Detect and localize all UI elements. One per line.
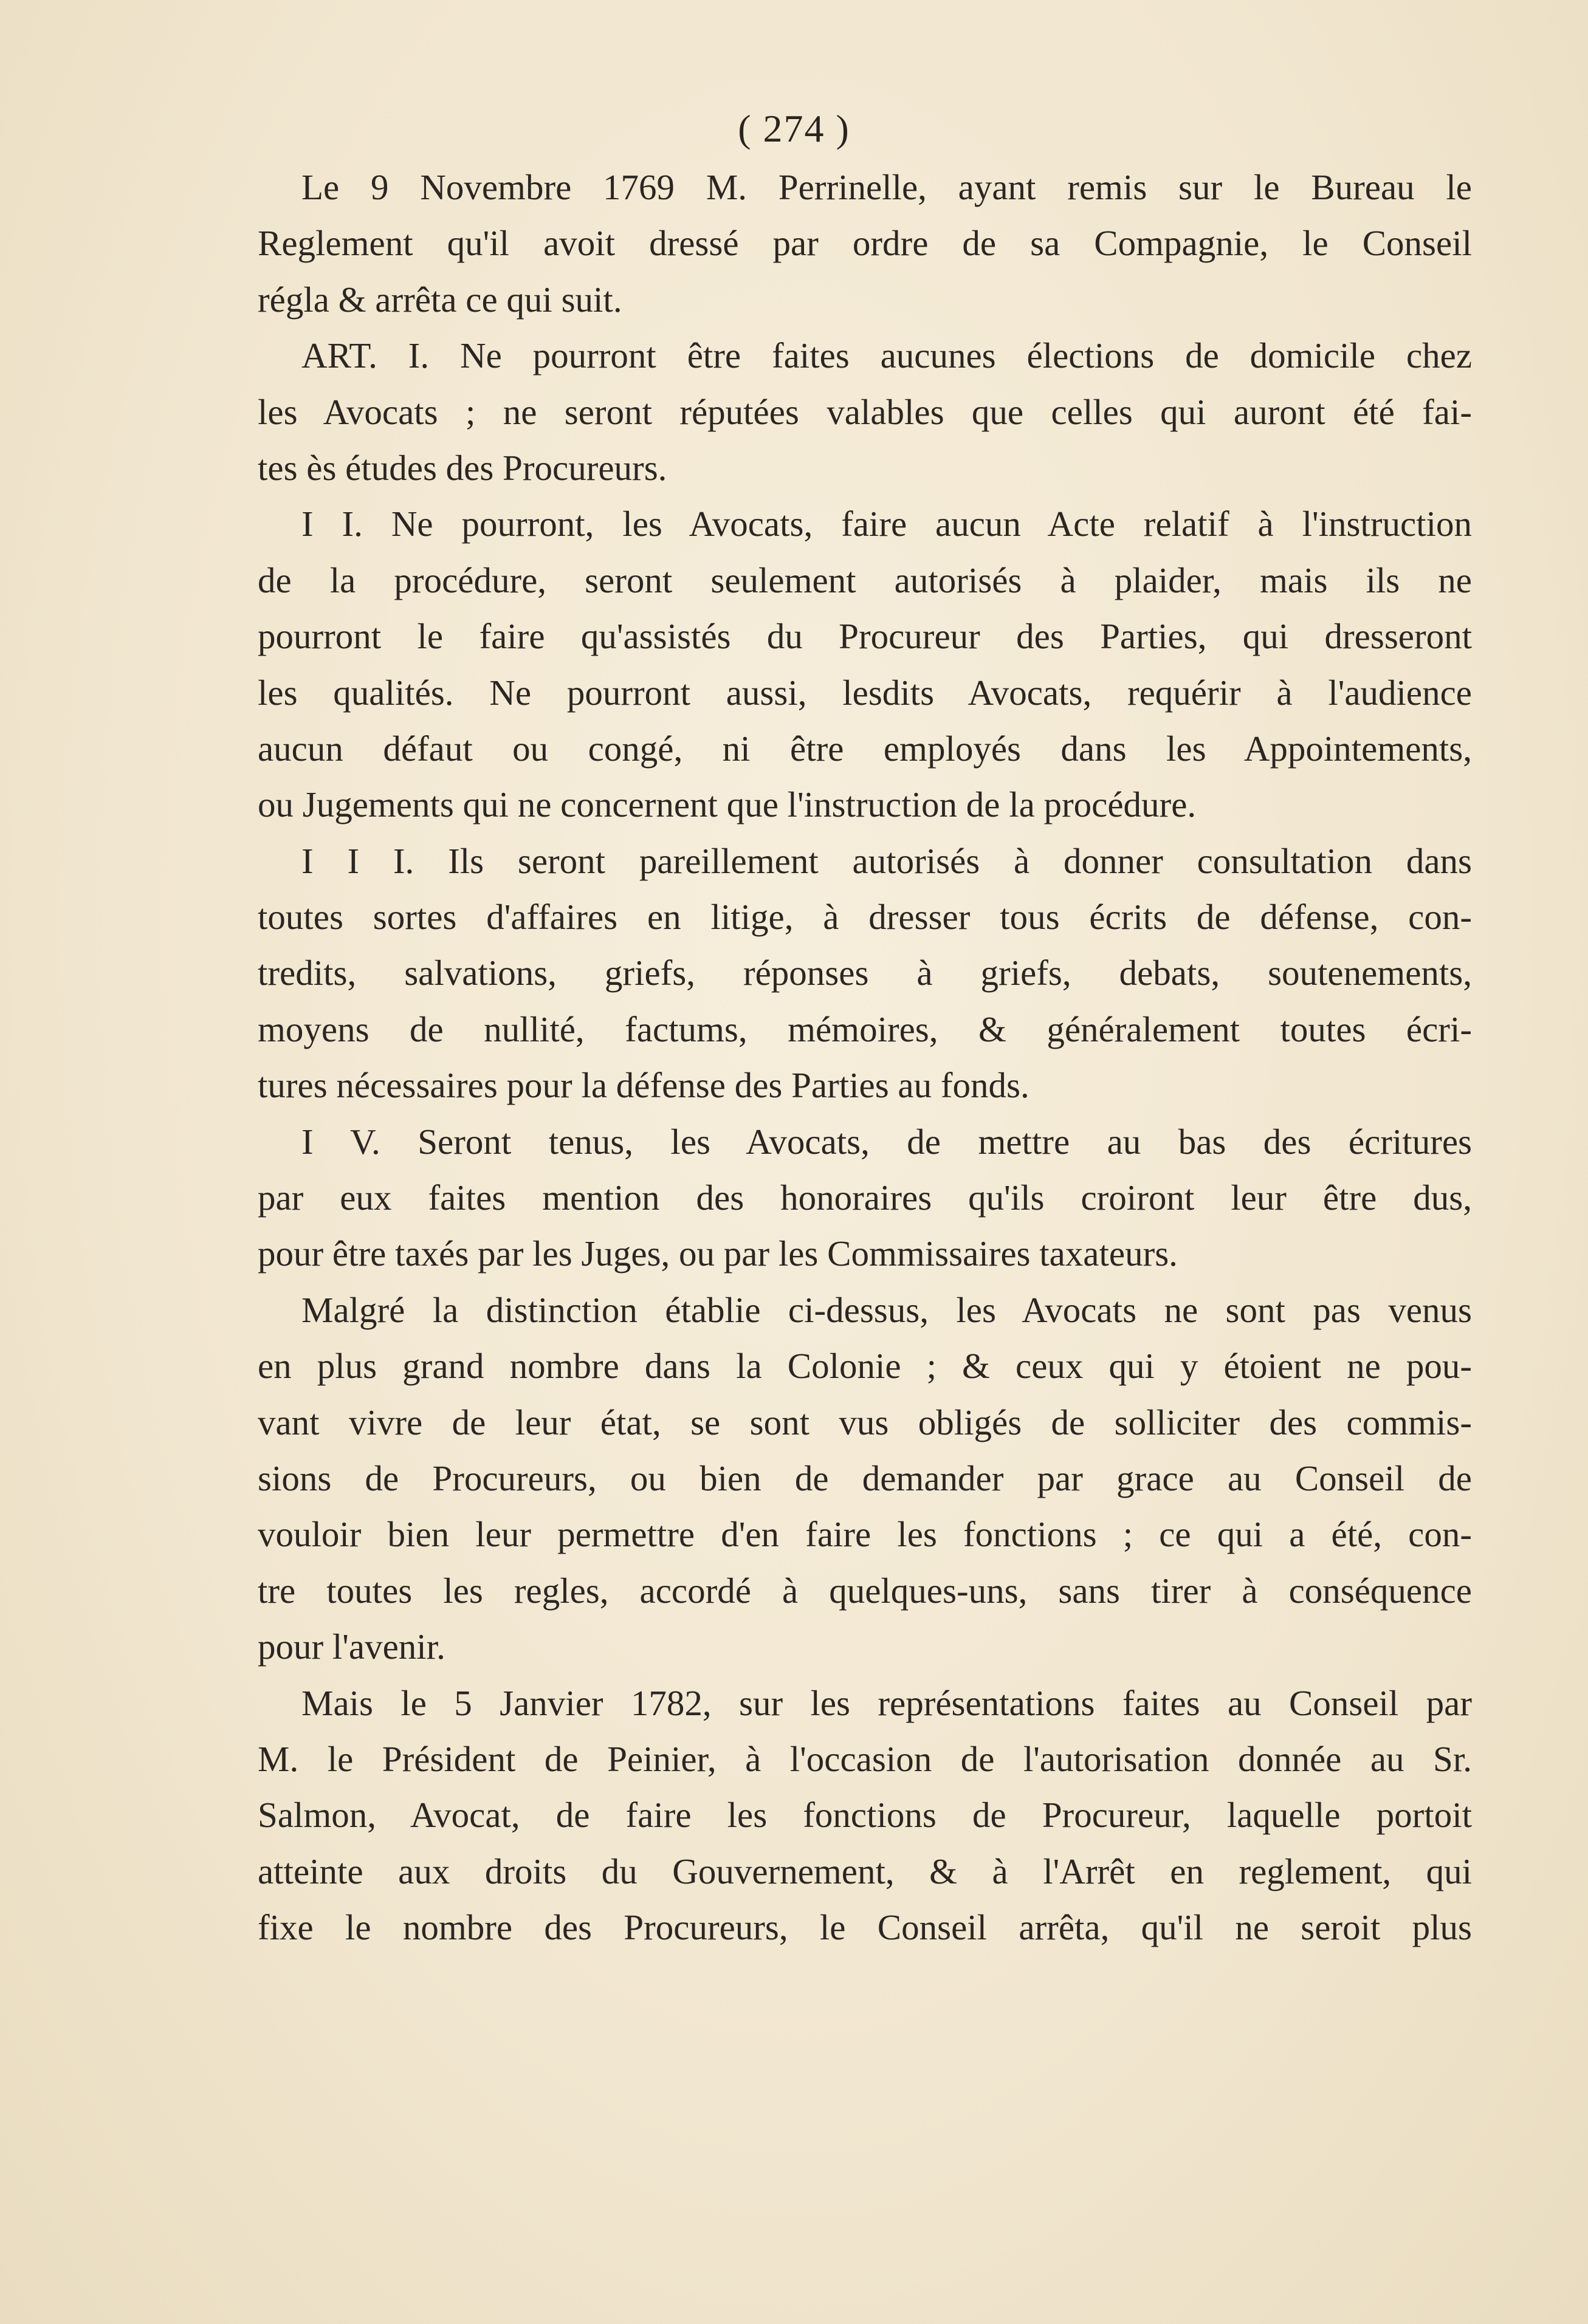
text-line: I I I. Ils seront pareillement autorisés à donner consultation dans <box>301 840 1472 881</box>
text-line: de la procédure, seront seulement autorisés à plaider, mais ils ne <box>258 560 1472 600</box>
text-line: tredits, salvations, griefs, réponses à griefs, debats, soutenements, <box>258 953 1472 993</box>
text-line: I V. Seront tenus, les Avocats, de mettre au bas des écritures <box>301 1121 1472 1162</box>
text-line: par eux faites mention des honoraires qu'ils croiront leur être dus, <box>258 1177 1472 1218</box>
text-line: vouloir bien leur permettre d'en faire les fonctions ; ce qui a été, con- <box>258 1514 1472 1555</box>
text-line: régla & arrêta ce qui suit. <box>258 279 622 320</box>
text-line: fixe le nombre des Procureurs, le Conseil arrêta, qu'il ne seroit plus <box>258 1907 1472 1948</box>
text-line: Le 9 Novembre 1769 M. Perrinelle, ayant remis sur le Bureau le <box>301 167 1472 207</box>
text-line: ou Jugements qui ne concernent que l'instruction de la procédure. <box>258 784 1197 825</box>
text-line: tes ès études des Procureurs. <box>258 447 667 488</box>
text-line: en plus grand nombre dans la Colonie ; & ceux qui y étoient ne pou- <box>258 1346 1472 1387</box>
text-line: les qualités. Ne pourront aussi, lesdits Avocats, requérir à l'audience <box>258 672 1472 713</box>
text-line: pourront le faire qu'assistés du Procureur des Parties, qui dresseront <box>258 616 1472 657</box>
text-line: les Avocats ; ne seront réputées valables que celles qui auront été fai- <box>258 391 1472 432</box>
text-line: tre toutes les regles, accordé à quelques-uns, sans tirer à conséquence <box>258 1570 1472 1611</box>
text-line: I I. Ne pourront, les Avocats, faire aucun Acte relatif à l'instruction <box>301 504 1472 544</box>
text-line: pour être taxés par les Juges, ou par les Commissaires taxateurs. <box>258 1233 1178 1274</box>
text-line: M. le Président de Peinier, à l'occasion de l'autorisation donnée au Sr. <box>258 1738 1472 1779</box>
text-line: Reglement qu'il avoit dressé par ordre de sa Compagnie, le Conseil <box>258 223 1472 264</box>
text-line: sions de Procureurs, ou bien de demander par grace au Conseil de <box>258 1458 1472 1498</box>
text-line: ART. I. Ne pourront être faites aucunes élections de domicile chez <box>301 335 1472 376</box>
text-line: Salmon, Avocat, de faire les fonctions de Procureur, laquelle portoit <box>258 1795 1472 1836</box>
page-number: ( 274 ) <box>738 107 850 150</box>
text-line: Mais le 5 Janvier 1782, sur les représentations faites au Conseil par <box>301 1682 1472 1723</box>
text-line: toutes sortes d'affaires en litige, à dresser tous écrits de défense, con- <box>258 897 1472 937</box>
text-line: atteinte aux droits du Gouvernement, & à l'Arrêt en reglement, qui <box>258 1851 1472 1891</box>
body-text <box>258 159 1472 1956</box>
text-line: vant vivre de leur état, se sont vus obligés de solliciter des commis- <box>258 1402 1472 1442</box>
text-line: Malgré la distinction établie ci-dessus, les Avocats ne sont pas venus <box>301 1289 1472 1330</box>
text-line: aucun défaut ou congé, ni être employés dans les Appointements, <box>258 728 1472 769</box>
text-line: tures nécessaires pour la défense des Parties au fonds. <box>258 1065 1029 1106</box>
text-line: pour l'avenir. <box>258 1626 445 1667</box>
text-line: moyens de nullité, factums, mémoires, & généralement toutes écri- <box>258 1009 1472 1049</box>
